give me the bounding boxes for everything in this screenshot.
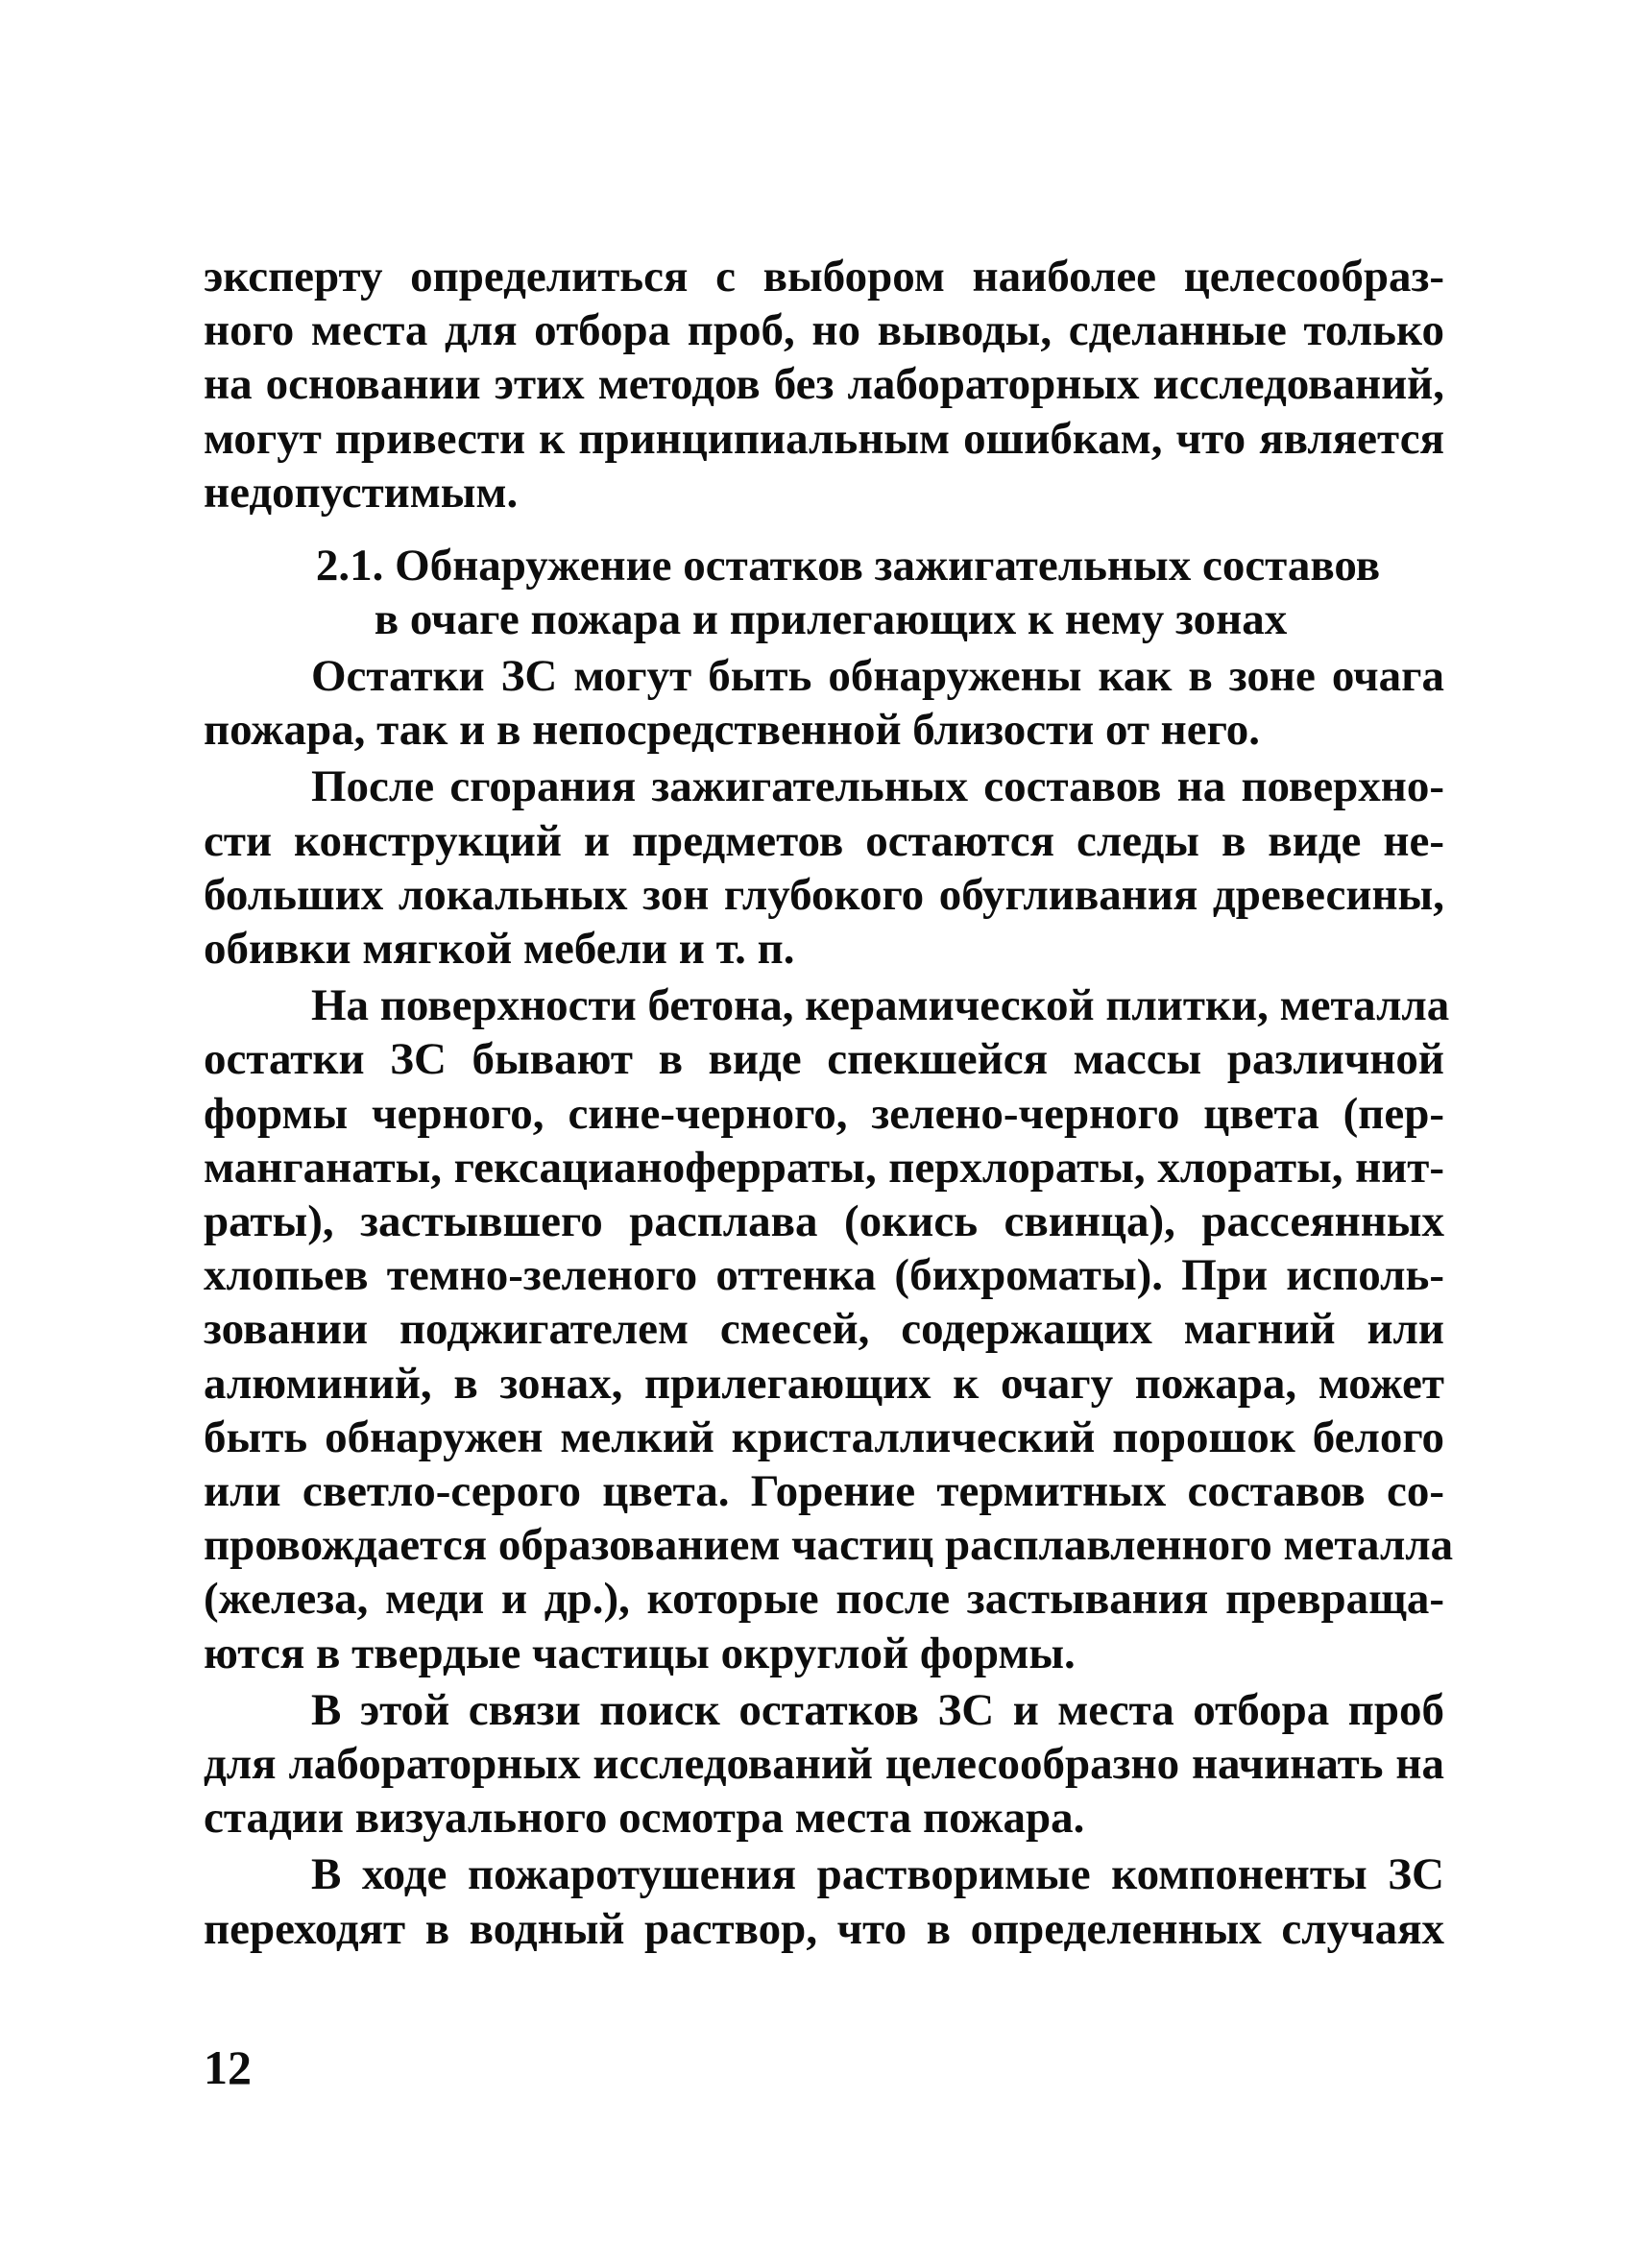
paragraph-3 <box>204 978 1454 1680</box>
text-line: хлопьев темно-зеленого оттенка (бихроматы). При исполь- <box>204 1250 1444 1301</box>
text-line: стадии визуального осмотра места пожара. <box>204 1793 1085 1844</box>
text-line: алюминий, в зонах, прилегающих к очагу пожара, может <box>204 1358 1444 1409</box>
text-line: провождается образованием частиц расплавленного металла <box>204 1520 1454 1571</box>
text-line: обивки мягкой мебели и т. п. <box>204 924 795 975</box>
text-line: (железа, меди и др.), которые после застывания превраща- <box>204 1574 1444 1625</box>
section-heading-line-1: 2.1. Обнаружение остатков зажигательных составов <box>315 541 1381 591</box>
paragraph-5 <box>204 1847 1444 1955</box>
text-line: Остатки ЗС могут быть обнаружены как в зоне очага <box>311 651 1444 702</box>
text-line: раты), застывшего расплава (окись свинца), рассеянных <box>204 1196 1444 1247</box>
text-line: могут привести к принципиальным ошибкам, что является <box>204 413 1444 464</box>
text-line: После сгорания зажигательных составов на поверхно- <box>311 761 1444 812</box>
section-heading-line-2: в очаге пожара и прилегающих к нему зонах <box>374 594 1288 645</box>
text-line: ются в твердые частицы округлой формы. <box>204 1628 1076 1678</box>
text-line: недопустимым. <box>204 467 519 518</box>
text-line: ного места для отбора проб, но выводы, сделанные только <box>204 305 1444 356</box>
paragraph-2 <box>204 760 1444 976</box>
text-line: на основании этих методов без лабораторных исследований, <box>204 359 1444 410</box>
page-text <box>204 240 1454 1956</box>
text-line: зовании поджигателем смесей, содержащих магний или <box>204 1304 1444 1355</box>
text-line: эксперту определиться с выбором наиболее целесообраз- <box>204 252 1444 302</box>
section-heading <box>204 539 1444 646</box>
paragraph-4 <box>204 1683 1444 1846</box>
text-line: На поверхности бетона, керамической плитки, металла <box>311 980 1450 1031</box>
text-line: В ходе пожаротушения растворимые компоненты ЗС <box>311 1849 1444 1900</box>
text-line: для лабораторных исследований целесообразно начинать на <box>204 1739 1444 1790</box>
text-line: формы черного, сине-черного, зелено-черного цвета (пер- <box>204 1088 1444 1139</box>
text-line: переходят в водный раствор, что в определенных случаях <box>204 1903 1444 1954</box>
text-line: В этой связи поиск остатков ЗС и места отбора проб <box>311 1684 1444 1735</box>
intro-paragraph <box>204 250 1444 519</box>
text-line: быть обнаружен мелкий кристаллический порошок белого <box>204 1411 1444 1462</box>
page-number: 12 <box>204 2040 252 2094</box>
text-line: сти конструкций и предметов остаются следы в виде не- <box>204 815 1444 866</box>
paragraph-1 <box>204 649 1444 757</box>
text-line: пожара, так и в непосредственной близости от него. <box>204 705 1261 756</box>
text-line: или светло-серого цвета. Горение термитных составов со- <box>204 1466 1444 1517</box>
text-line: больших локальных зон глубокого обугливания древесины, <box>204 869 1444 920</box>
text-line: остатки ЗС бывают в виде спекшейся массы различной <box>204 1034 1444 1085</box>
text-line: манганаты, гексацианоферраты, перхлораты, хлораты, нит- <box>204 1142 1444 1193</box>
